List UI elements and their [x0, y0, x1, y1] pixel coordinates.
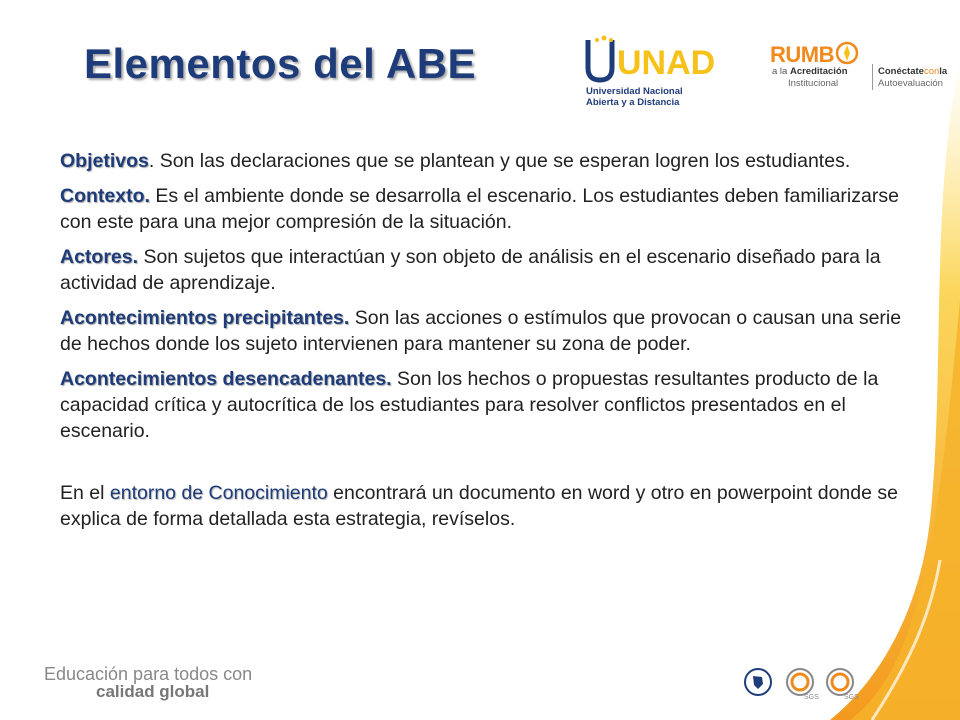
- item-term: Acontecimientos desencadenantes.: [60, 368, 392, 390]
- rumbo-tag-bold: Acreditación: [789, 66, 848, 77]
- closing-paragraph: [60, 480, 906, 532]
- item-contexto: [60, 183, 906, 235]
- rumbo-divider: [872, 64, 873, 90]
- certification-seal-icon: [786, 668, 814, 696]
- rumbo-tag3-mid: con: [923, 66, 940, 77]
- item-term: Acontecimientos precipitantes.: [60, 307, 350, 329]
- rumbo-compass-icon: [834, 40, 860, 66]
- unad-logo-mark: [584, 34, 716, 82]
- item-acontecimientos-precipitantes: [60, 305, 906, 357]
- rumbo-tag-prefix: a la: [772, 66, 790, 77]
- item-acontecimientos-desencadenantes: [60, 366, 906, 444]
- rumbo-tag-autoevaluacion: Autoevaluación: [878, 78, 943, 89]
- slide-content: [60, 148, 906, 541]
- item-term: Contexto.: [60, 185, 150, 207]
- item-term: Actores.: [60, 246, 139, 268]
- sgs-label-2: SGS: [844, 694, 859, 701]
- closing-before: En el: [60, 482, 110, 504]
- item-text: Son las acciones o estímulos que provocan o causan una serie de hechos donde los sujeto intervienen para mantener su zona de poder.: [60, 307, 902, 355]
- sgs-label-1: SGS: [804, 694, 819, 701]
- item-term: Objetivos: [60, 150, 149, 172]
- item-text: Son sujetos que interactúan y son objeto de análisis en el escenario diseñado para la actividad de aprendizaje.: [60, 246, 881, 294]
- rumbo-tag-acreditacion: [772, 66, 848, 77]
- entorno-conocimiento-link[interactable]: entorno de Conocimiento: [109, 482, 328, 504]
- unad-logo: [584, 34, 716, 110]
- unad-logo-text: UNAD: [617, 44, 716, 82]
- item-objetivos: [60, 148, 906, 174]
- rumbo-tag-conectate: [878, 66, 947, 77]
- rumbo-tag3-bold: Conéctate: [878, 66, 924, 77]
- certification-seal-icon: [826, 668, 854, 696]
- slide-title: Elementos del ABE: [84, 40, 477, 87]
- colombia-seal-icon: [744, 668, 772, 696]
- rumbo-logo: [754, 36, 948, 92]
- footer-slogan-line1: Educación para todos con: [44, 664, 253, 684]
- footer-slogan-line2: calidad global: [96, 682, 210, 701]
- item-actores: [60, 244, 906, 296]
- closing-after: encontrará un documento en word y otro en powerpoint donde se explica de forma detallada esta estrategia, revíselos.: [60, 482, 898, 530]
- rumbo-tag3-end: la: [939, 66, 948, 77]
- item-text: Es el ambiente donde se desarrolla el escenario. Los estudiantes deben familiarizarse con este para una mejor compresión de la situación.: [60, 185, 899, 233]
- item-text: Son los hechos o propuestas resultantes producto de la capacidad crítica y autocrítica de los estudiantes para resolver conflictos presentados en el escenario.: [60, 368, 879, 442]
- item-text: . Son las declaraciones que se plantean y que se esperan logren los estudiantes.: [148, 150, 851, 172]
- unad-line1: Universidad Nacional: [586, 86, 683, 97]
- rumbo-logo-word: RUMB: [770, 42, 834, 67]
- unad-line2: Abierta y a Distancia: [586, 97, 680, 108]
- rumbo-tag-institucional: Institucional: [788, 78, 839, 89]
